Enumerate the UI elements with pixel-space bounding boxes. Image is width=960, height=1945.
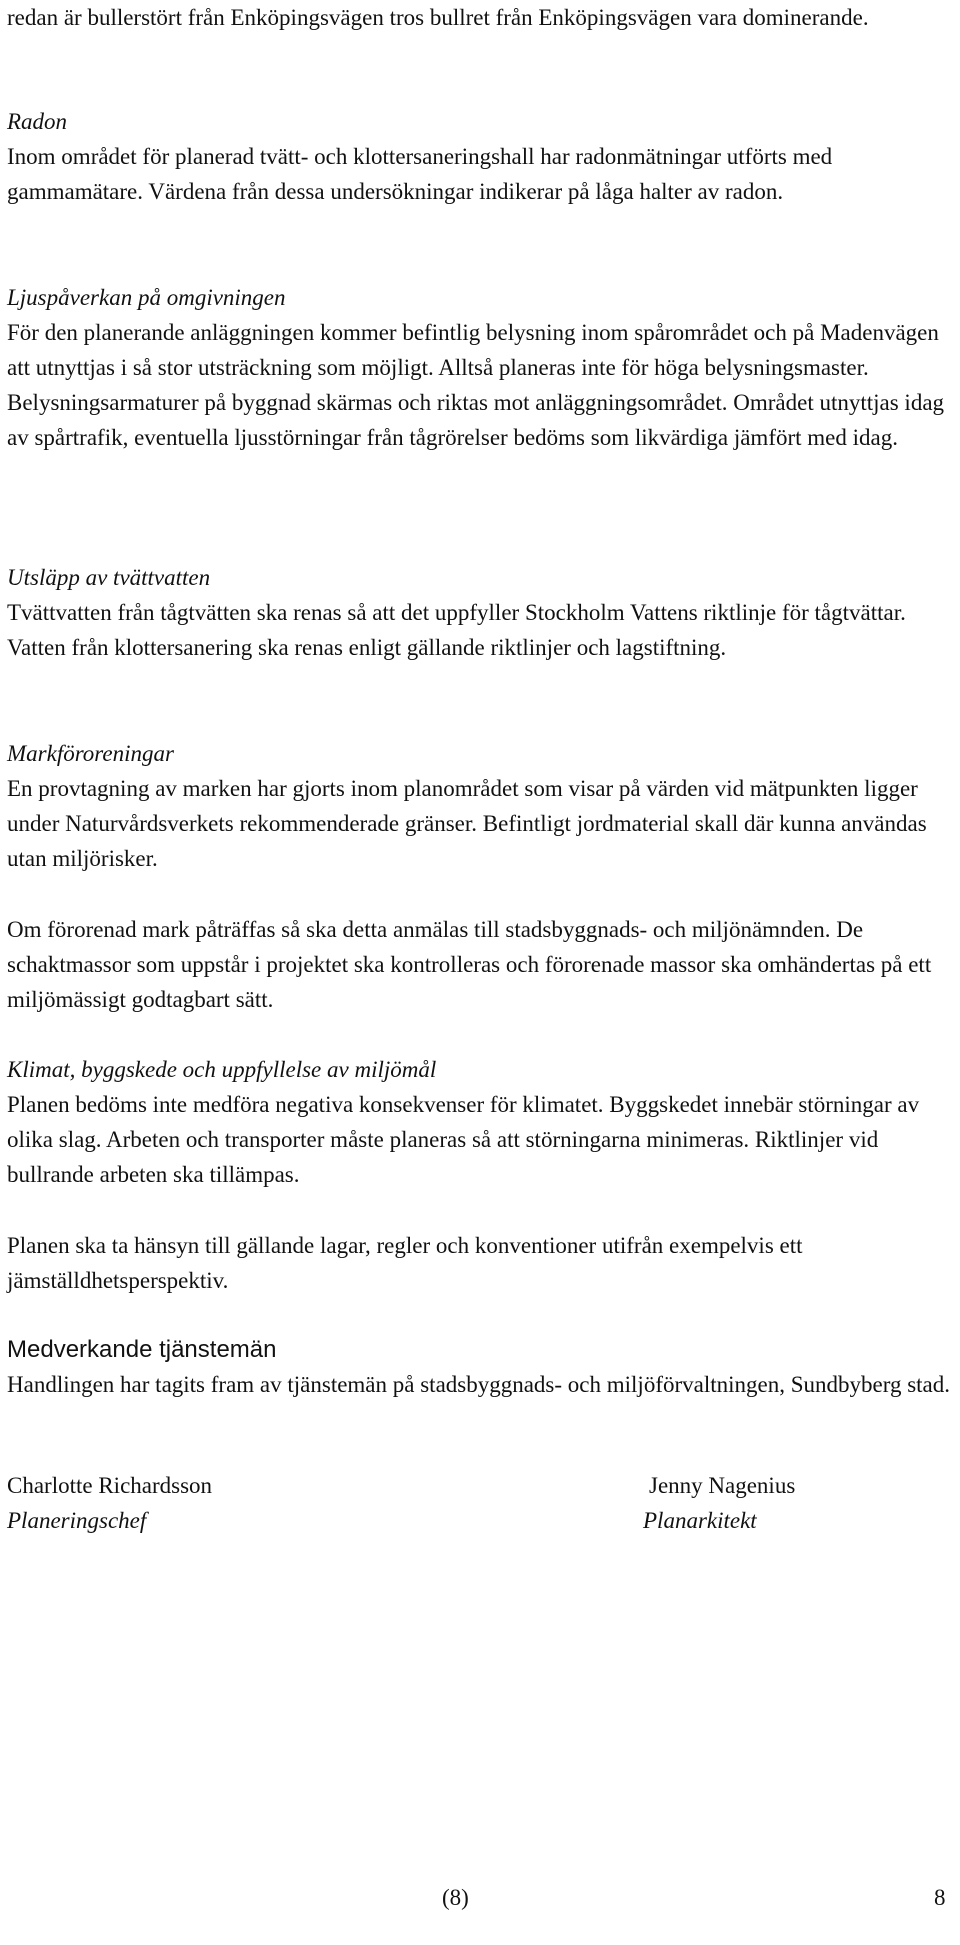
intro-paragraph: redan är bullerstört från Enköpingsvägen tros bullret från Enköpingsvägen vara dominerande. bbox=[7, 5, 869, 30]
section-heading-markfororeningar: Markföroreningar bbox=[7, 741, 174, 766]
section-paragraph-ljuspaverkan: För den planerande anläggningen kommer befintlig belysning inom spårområdet och på Madenvägen att utnyttjas i så stor utsträckning som möjligt. Alltså planeras inte för höga belysningsmaster. Belysningsarmaturer på byggnad skärmas och riktas mot anläggningsområdet. Området utnyttjas idag av spårtrafik, eventuella ljusstörningar från tågrörelser bedöms som likvärdiga jämfört med idag. bbox=[7, 320, 945, 450]
section-heading-radon: Radon bbox=[7, 109, 68, 134]
section-paragraph-utslapp: Tvättvatten från tågtvätten ska renas så att det uppfyller Stockholm Vattens riktlinje för tågtvättar. Vatten från klottersanering ska renas enligt gällande riktlinjer och lagstiftning. bbox=[7, 600, 906, 660]
section-heading-utslapp: Utsläpp av tvättvatten bbox=[7, 565, 211, 590]
signature-name: Jenny Nagenius bbox=[649, 1473, 796, 1498]
footer-page-center: (8) bbox=[442, 1885, 469, 1910]
signature-name: Charlotte Richardsson bbox=[7, 1473, 213, 1498]
signature-title: Planeringschef bbox=[7, 1508, 147, 1533]
signature-left bbox=[7, 1468, 337, 1538]
section-klimat-cont bbox=[7, 1228, 955, 1298]
intro-block bbox=[7, 0, 955, 35]
signature-right bbox=[643, 1468, 960, 1538]
section-heading-ljuspaverkan: Ljuspåverkan på omgivningen bbox=[7, 285, 286, 310]
section-klimat bbox=[7, 1052, 955, 1192]
section-ljuspaverkan bbox=[7, 280, 955, 455]
section-paragraph-klimat-2: Planen ska ta hänsyn till gällande lagar, regler och konventioner utifrån exempelvis ett jämställdhetsperspektiv. bbox=[7, 1233, 803, 1293]
section-paragraph-klimat-1: Planen bedöms inte medföra negativa konsekvenser för klimatet. Byggskedet innebär störningar av olika slag. Arbeten och transporter måste planeras så att störningarna minimeras. Riktlinjer vid bullrande arbeten ska tillämpas. bbox=[7, 1092, 920, 1187]
section-paragraph-radon: Inom området för planerad tvätt- och klottersaneringshall har radonmätningar utförts med gammamätare. Värdena från dessa undersökningar indikerar på låga halter av radon. bbox=[7, 144, 833, 204]
section-heading-klimat: Klimat, byggskede och uppfyllelse av miljömål bbox=[7, 1057, 437, 1082]
section-paragraph-medverkande: Handlingen har tagits fram av tjänstemän på stadsbyggnads- och miljöförvaltningen, Sundbyberg stad. bbox=[7, 1372, 951, 1397]
section-utslapp bbox=[7, 560, 955, 665]
section-radon bbox=[7, 104, 955, 209]
footer-page-right: 8 bbox=[934, 1885, 946, 1910]
section-markfororeningar bbox=[7, 736, 955, 876]
section-heading-medverkande: Medverkande tjänstemän bbox=[7, 1336, 277, 1363]
section-paragraph-markfororeningar-2: Om förorenad mark påträffas så ska detta anmälas till stadsbyggnads- och miljönämnden. De schaktmassor som uppstår i projektet ska kontrolleras och förorenade massor ska omhändertas på ett miljömässigt godtagbart sätt. bbox=[7, 917, 932, 1012]
signature-title: Planarkitekt bbox=[643, 1508, 757, 1533]
section-markfororeningar-cont bbox=[7, 912, 955, 1017]
section-medverkande bbox=[7, 1332, 955, 1402]
section-paragraph-markfororeningar-1: En provtagning av marken har gjorts inom planområdet som visar på värden vid mätpunkten ligger under Naturvårdsverkets rekommenderade gränser. Befintligt jordmaterial skall där kunna användas utan miljörisker. bbox=[7, 776, 927, 871]
